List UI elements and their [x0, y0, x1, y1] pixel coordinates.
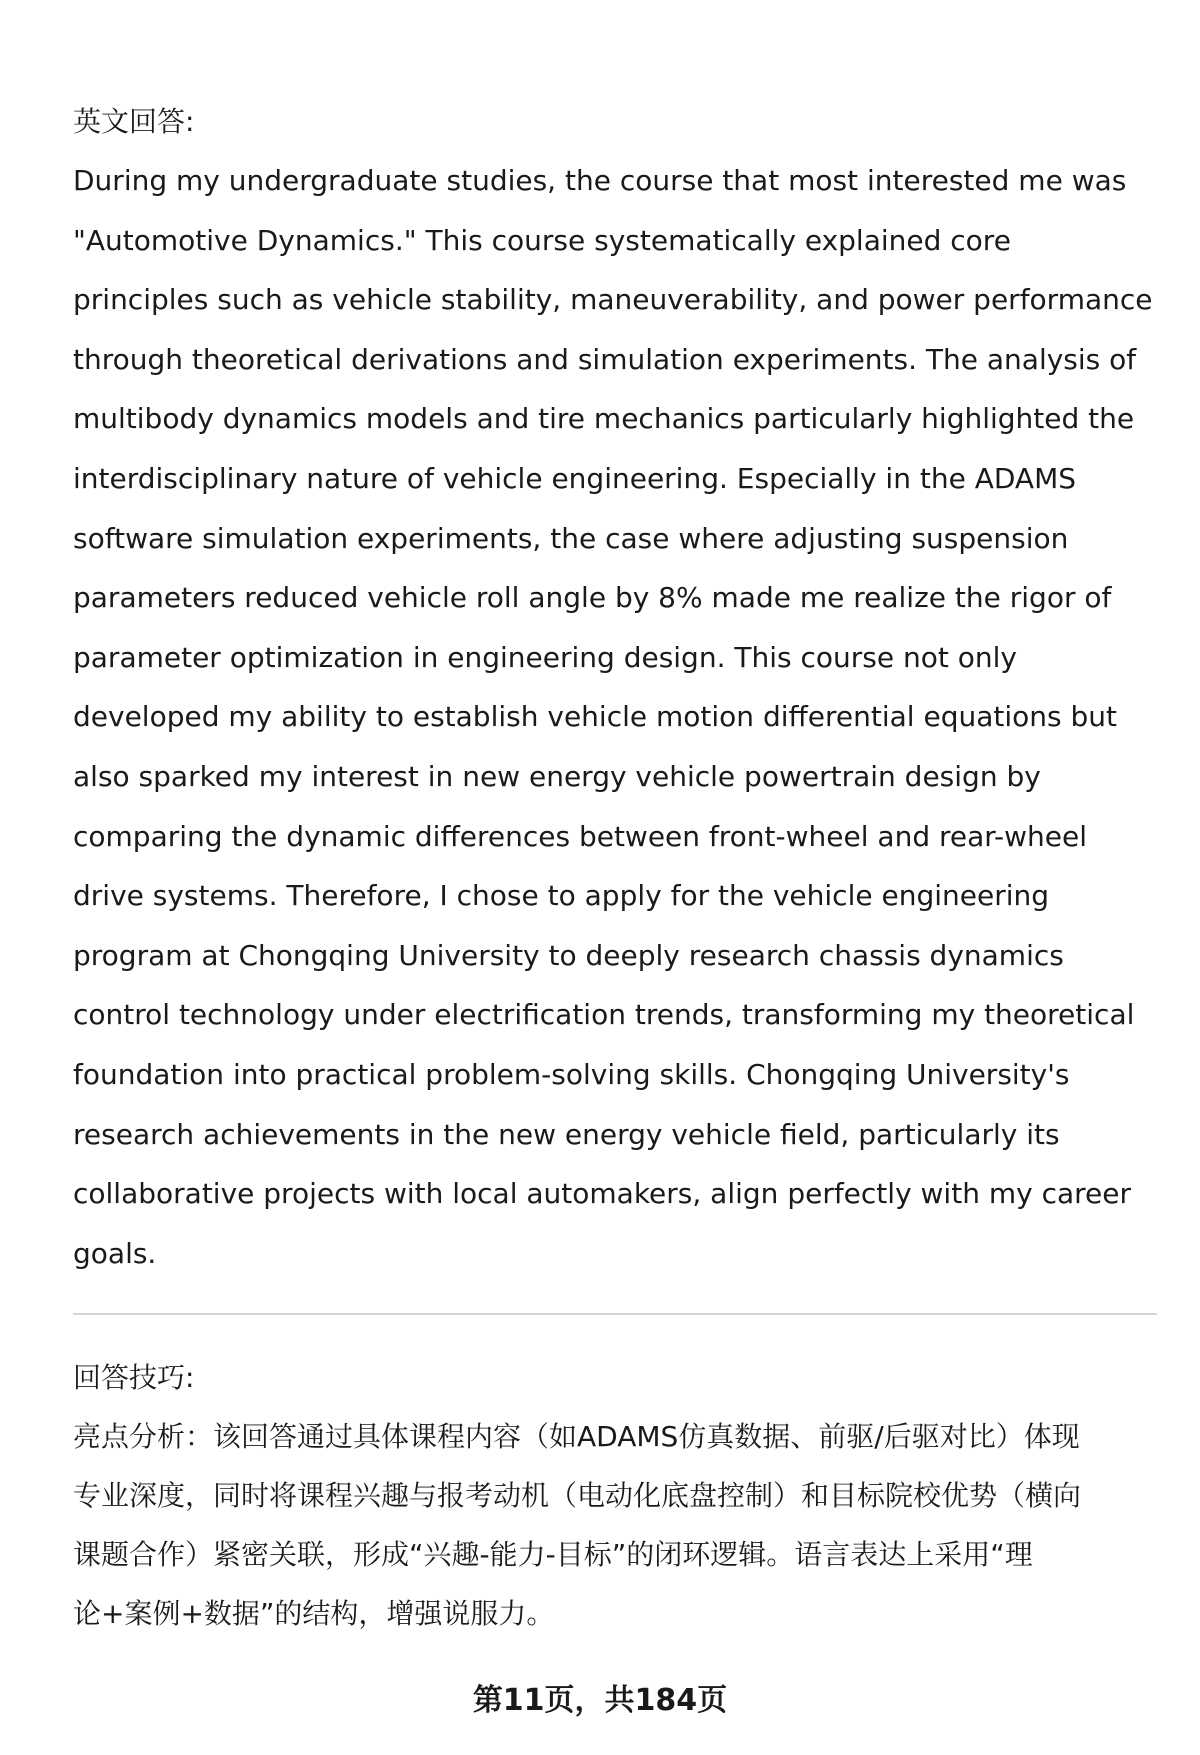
text-line: multibody dynamics models and tire mechanics particularly highlighted the	[73, 402, 1135, 436]
text-line: 课题合作）紧密关联，形成“兴趣-能力-目标”的闭环逻辑。语言表达上采用“理	[73, 1538, 1033, 1571]
text-line: parameters reduced vehicle roll angle by 8% made me realize the rigor of	[73, 581, 1112, 615]
text-line: program at Chongqing University to deeply research chassis dynamics	[73, 938, 1064, 972]
text-line: also sparked my interest in new energy vehicle powertrain design by	[73, 759, 1041, 793]
text-line: research achievements in the new energy vehicle field, particularly its	[73, 1117, 1060, 1151]
answer-tips-heading: 回答技巧:	[73, 1361, 195, 1394]
text-line: collaborative projects with local automakers, align perfectly with my career	[73, 1177, 1131, 1211]
text-line: interdisciplinary nature of vehicle engineering. Especially in the ADAMS	[73, 461, 1077, 495]
text-line: parameter optimization in engineering design. This course not only	[73, 640, 1017, 674]
page-indicator: 第11页，共184页	[472, 1683, 728, 1718]
text-line: drive systems. Therefore, I chose to apply for the vehicle engineering	[73, 879, 1050, 913]
text-line: "Automotive Dynamics." This course systematically explained core	[73, 223, 1011, 257]
text-line: control technology under electrification trends, transforming my theoretical	[73, 998, 1135, 1032]
text-line: foundation into practical problem-solving skills. Chongqing University's	[73, 1057, 1070, 1091]
text-line: During my undergraduate studies, the course that most interested me was	[73, 164, 1127, 197]
english-answer-body	[73, 151, 1163, 1283]
text-line: software simulation experiments, the case where adjusting suspension	[73, 521, 1069, 555]
text-line: 亮点分析：该回答通过具体课程内容（如ADAMS仿真数据、前驱/后驱对比）体现	[73, 1420, 1080, 1453]
section-divider	[73, 1313, 1157, 1315]
text-line: 专业深度，同时将课程兴趣与报考动机（电动化底盘控制）和目标院校优势（横向	[73, 1479, 1082, 1512]
english-answer-heading: 英文回答:	[73, 105, 195, 138]
text-line: 论+案例+数据”的结构，增强说服力。	[73, 1597, 555, 1630]
text-line: through theoretical derivations and simulation experiments. The analysis of	[73, 342, 1137, 376]
text-line: principles such as vehicle stability, maneuverability, and power performance	[73, 283, 1153, 317]
answer-tips-body	[73, 1407, 1163, 1643]
text-line: goals.	[73, 1236, 157, 1270]
text-line: developed my ability to establish vehicle motion differential equations but	[73, 700, 1117, 734]
text-line: comparing the dynamic differences between front-wheel and rear-wheel	[73, 819, 1087, 853]
answer-tips-section	[73, 1348, 1163, 1643]
